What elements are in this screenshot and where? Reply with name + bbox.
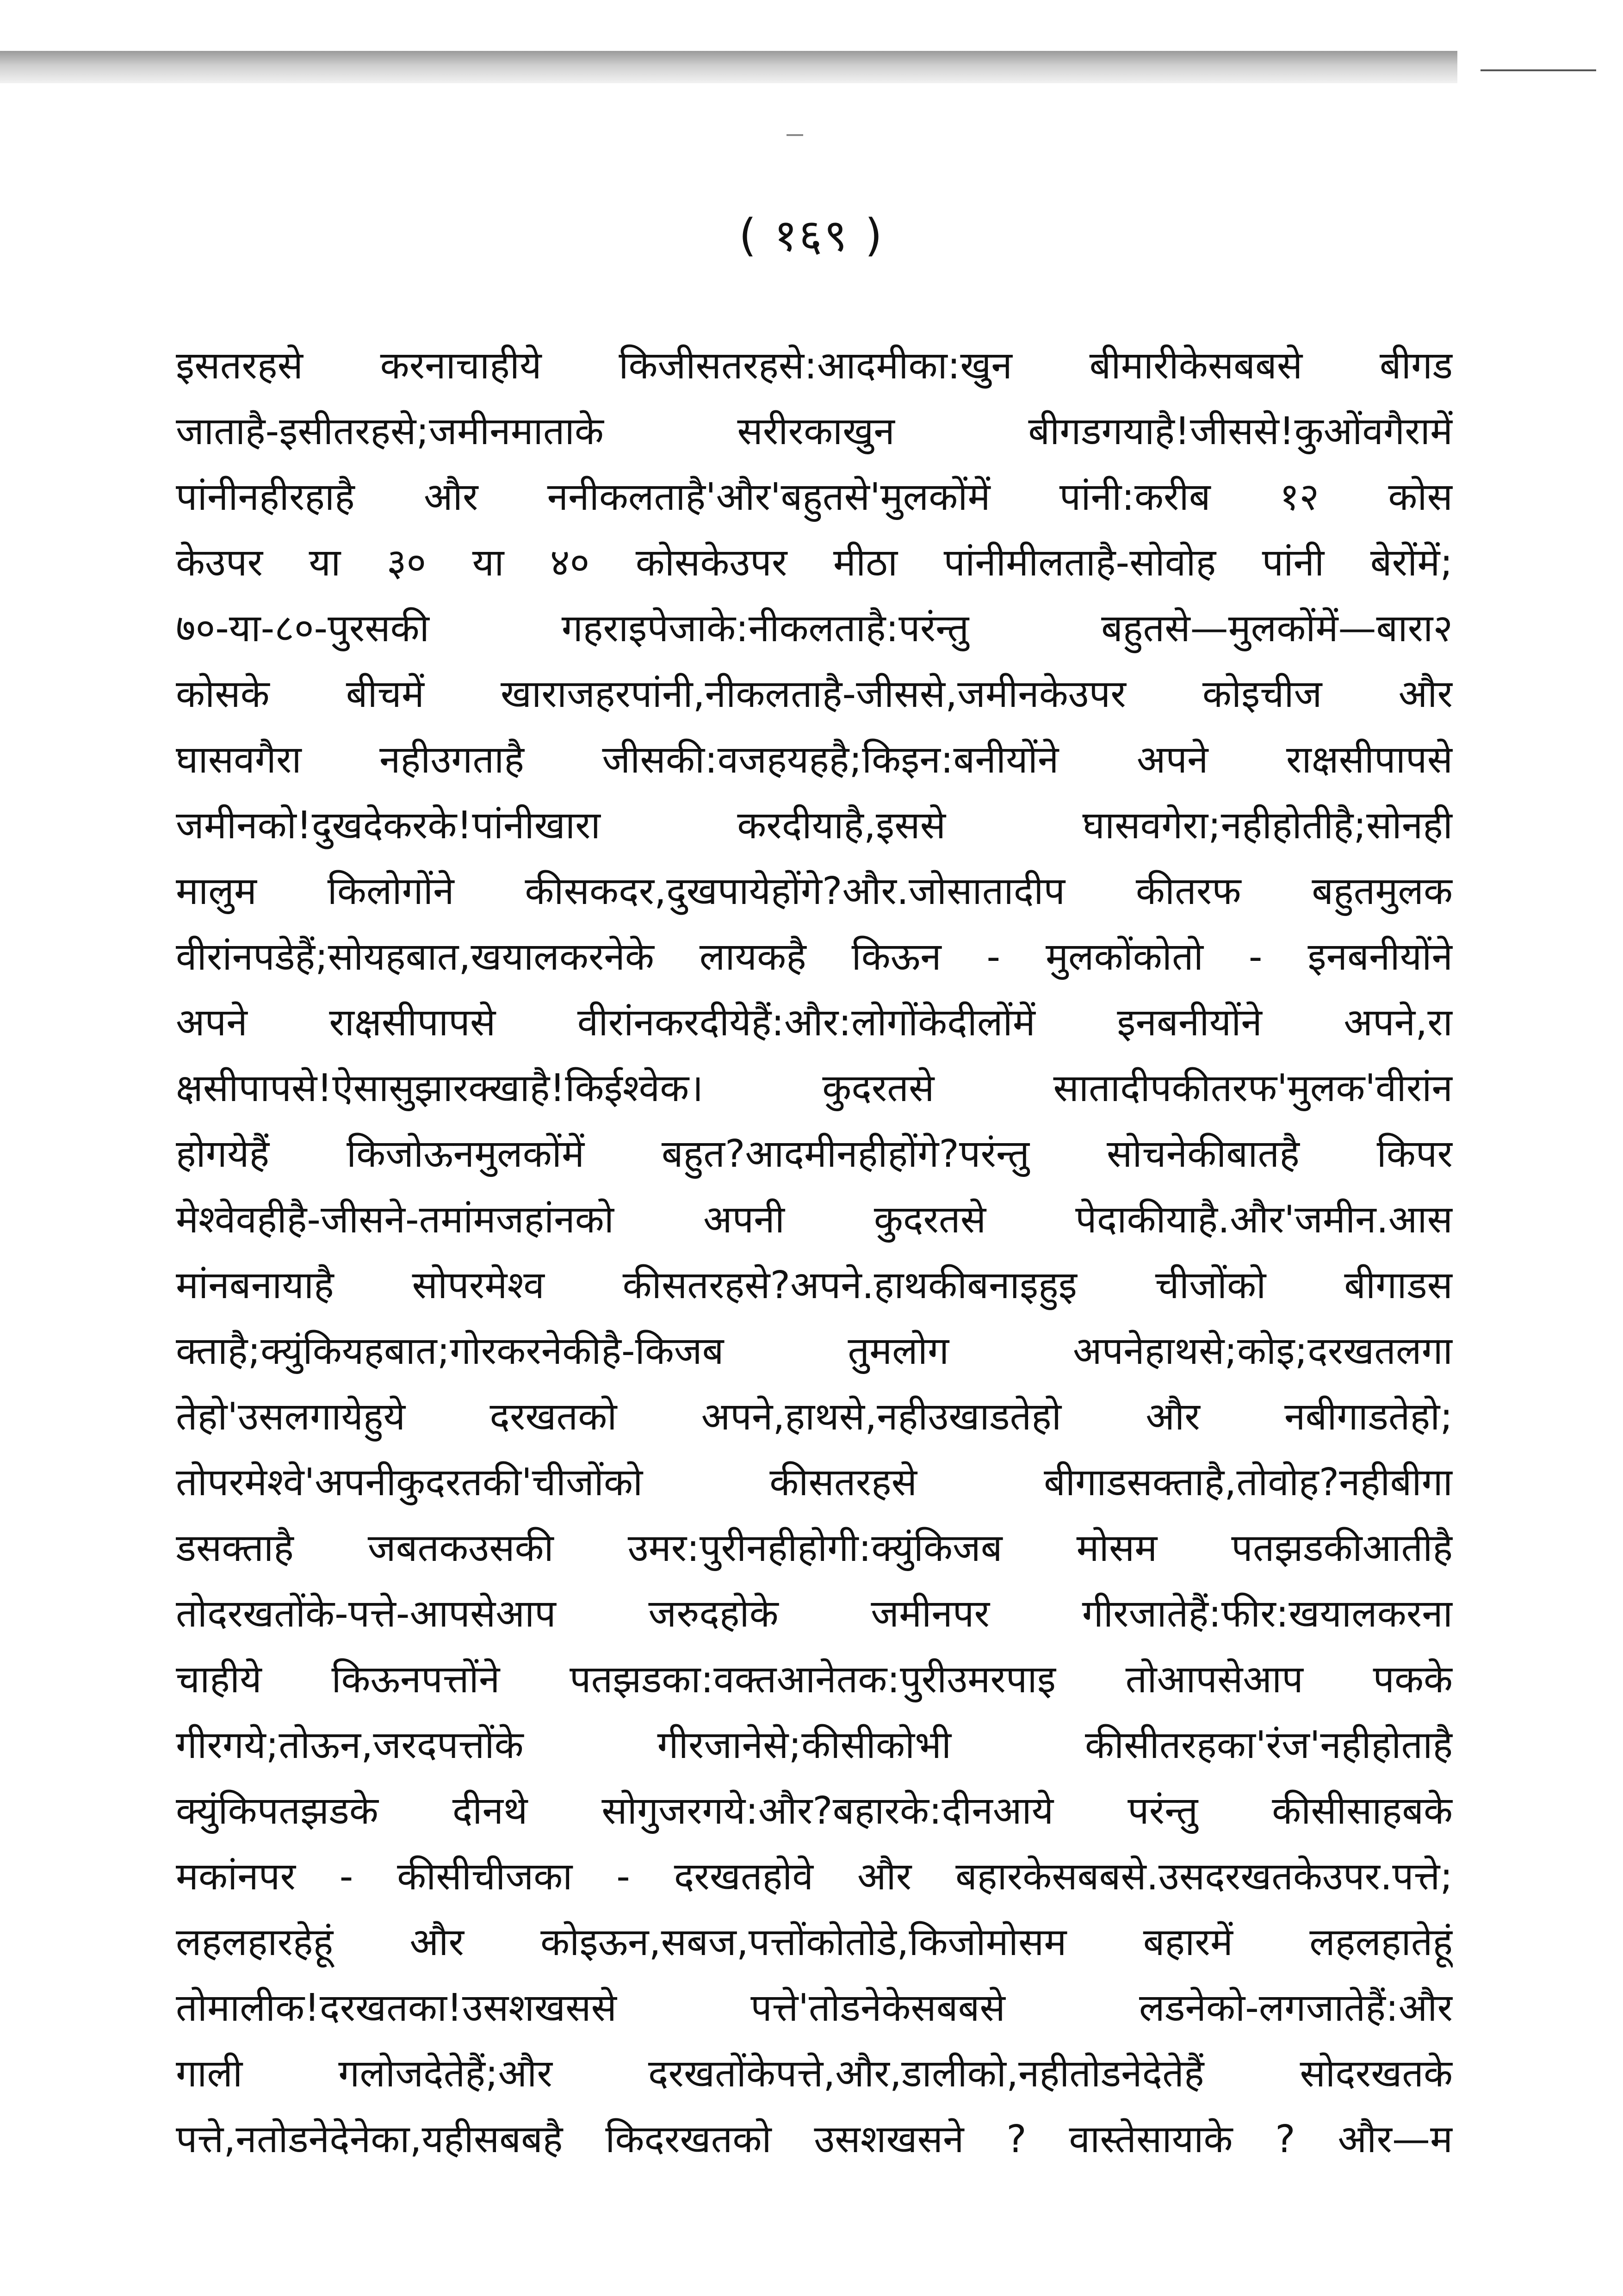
text-line: तोदरखतोंके-पत्ते-आपसेआप जरुदहोके जमीनपर गीरजातेहैं:फीर:खयालकरना xyxy=(176,1592,1453,1636)
text-line: मालुम किलोगोंने कीसकदर,दुखपायेहोंगे?और.जोसातादीप कीतरफ बहुतमुलक xyxy=(176,869,1453,913)
text-line: वीरांनपडेहैं;सोयहबात,खयालकरनेके लायकहै किऊन - मुलकोंकोतो - इनबनीयोंने xyxy=(176,935,1453,979)
body-text xyxy=(176,333,1453,2172)
text-line: मांनबनायाहै सोपरमेश्व कीसतरहसे?अपने.हाथकीबनाइहुइ चीजोंको बीगाडस xyxy=(176,1263,1453,1307)
text-line: गीरगये;तोऊन,जरदपत्तोंके गीरजानेसे;कीसीकोभी कीसीतरहका'रंज'नहीहोताहै xyxy=(176,1723,1453,1767)
text-line: ७०-या-८०-पुरसकी गहराइपेजाके:नीकलताहै:परंन्तु बहुतसे—मुलकोंमें—बारा२ xyxy=(176,606,1453,650)
text-line: केउपर या ३० या ४० कोसकेउपर मीठा पांनीमीलताहै-सोवोह पांनी बेरोंमें; xyxy=(176,541,1453,585)
text-line: लहलहारहेहूं और कोइऊन,सबज,पत्तोंकोतोडे,किजोमोसम बहारमें लहलहातेहूं xyxy=(176,1920,1453,1964)
scan-mark xyxy=(787,134,803,136)
text-line: कोसके बीचमें खाराजहरपांनी,नीकलताहै-जीससे,जमीनकेउपर कोइचीज और xyxy=(176,672,1453,716)
scan-top-edge xyxy=(0,51,1457,83)
text-line: क्षसीपापसे!ऐसासुझारक्खाहै!किईश्वेक। कुदरतसे सातादीपकीतरफ'मुलक'वीरांन xyxy=(176,1066,1453,1110)
text-line: मेश्वेवहीहै-जीसने-तमांमजहांनको अपनी कुदरतसे पेदाकीयाहै.और'जमीन.आस xyxy=(176,1198,1453,1242)
text-line: क्युंकिपतझडके दीनथे सोगुजरगये:और?बहारके:दीनआये परंन्तु कीसीसाहबके xyxy=(176,1789,1453,1833)
text-line: क्ताहै;क्युंकियहबात;गोरकरनेकीहै-किजब तुमलोग अपनेहाथसे;कोइ;दरखतलगा xyxy=(176,1329,1453,1373)
scan-edge-line xyxy=(1481,69,1596,71)
text-line: इसतरहसे करनाचाहीये किजीसतरहसे:आदमीका:खुन बीमारीकेसबबसे बीगड xyxy=(176,344,1453,388)
text-line: डसक्ताहै जबतकउसकी उमर:पुरीनहीहोगी:क्युंकिजब मोसम पतझडकीआतीहै xyxy=(176,1526,1453,1570)
text-line: पत्ते,नतोडनेदेनेका,यहीसबबहै किदरखतको उसशखसने ? वास्तेसायाके ? और—म xyxy=(176,2117,1453,2161)
text-line: जाताहै-इसीतरहसे;जमीनमाताके सरीरकाखुन बीगडगयाहै!जीससे!कुओंवगैरामें xyxy=(176,409,1453,453)
text-line: तोमालीक!दरखतका!उसशखससे पत्ते'तोडनेकेसबबसे लडनेको-लगजातेहैं:और xyxy=(176,1986,1453,2030)
page-number: ( १६९ ) xyxy=(739,210,884,261)
text-line: होगयेहैं किजोऊनमुलकोंमें बहुत?आदमीनहीहोंगे?परंन्तु सोचनेकीबातहै किपर xyxy=(176,1132,1453,1176)
text-line: मकांनपर - कीसीचीजका - दरखतहोवे और बहारकेसबबसे.उसदरखतकेउपर.पत्ते; xyxy=(176,1855,1453,1899)
text-line: तोपरमेश्वे'अपनीकुदरतकी'चीजोंको कीसतरहसे बीगाडसक्ताहै,तोवोह?नहीबीगा xyxy=(176,1461,1453,1504)
text-line: घासवगैरा नहीउगताहै जीसकी:वजहयहहै;किइन:बनीयोंने अपने राक्षसीपापसे xyxy=(176,738,1453,782)
text-line: तेहो'उसलगायेहुये दरखतको अपने,हाथसे,नहीउखाडतेहो और नबीगाडतेहो; xyxy=(176,1395,1453,1439)
text-line: चाहीये किऊनपत्तोंने पतझडका:वक्तआनेतक:पुरीउमरपाइ तोआपसेआप पकके xyxy=(176,1658,1453,1702)
text-line: जमीनको!दुखदेकरके!पांनीखारा करदीयाहै,इससे घासवगेरा;नहीहोतीहै;सोनही xyxy=(176,804,1453,848)
text-line: गाली गलोजदेतेहैं;और दरखतोंकेपत्ते,और,डालीको,नहीतोडनेदेतेहैं सोदरखतके xyxy=(176,2052,1453,2096)
text-line: पांनीनहीरहाहै और ननीकलताहै'और'बहुतसे'मुलकोंमें पांनी:करीब १२ कोस xyxy=(176,475,1453,519)
text-line: अपने राक्षसीपापसे वीरांनकरदीयेहैं:और:लोगोंकेदीलोंमें इनबनीयोंने अपने,रा xyxy=(176,1001,1453,1045)
